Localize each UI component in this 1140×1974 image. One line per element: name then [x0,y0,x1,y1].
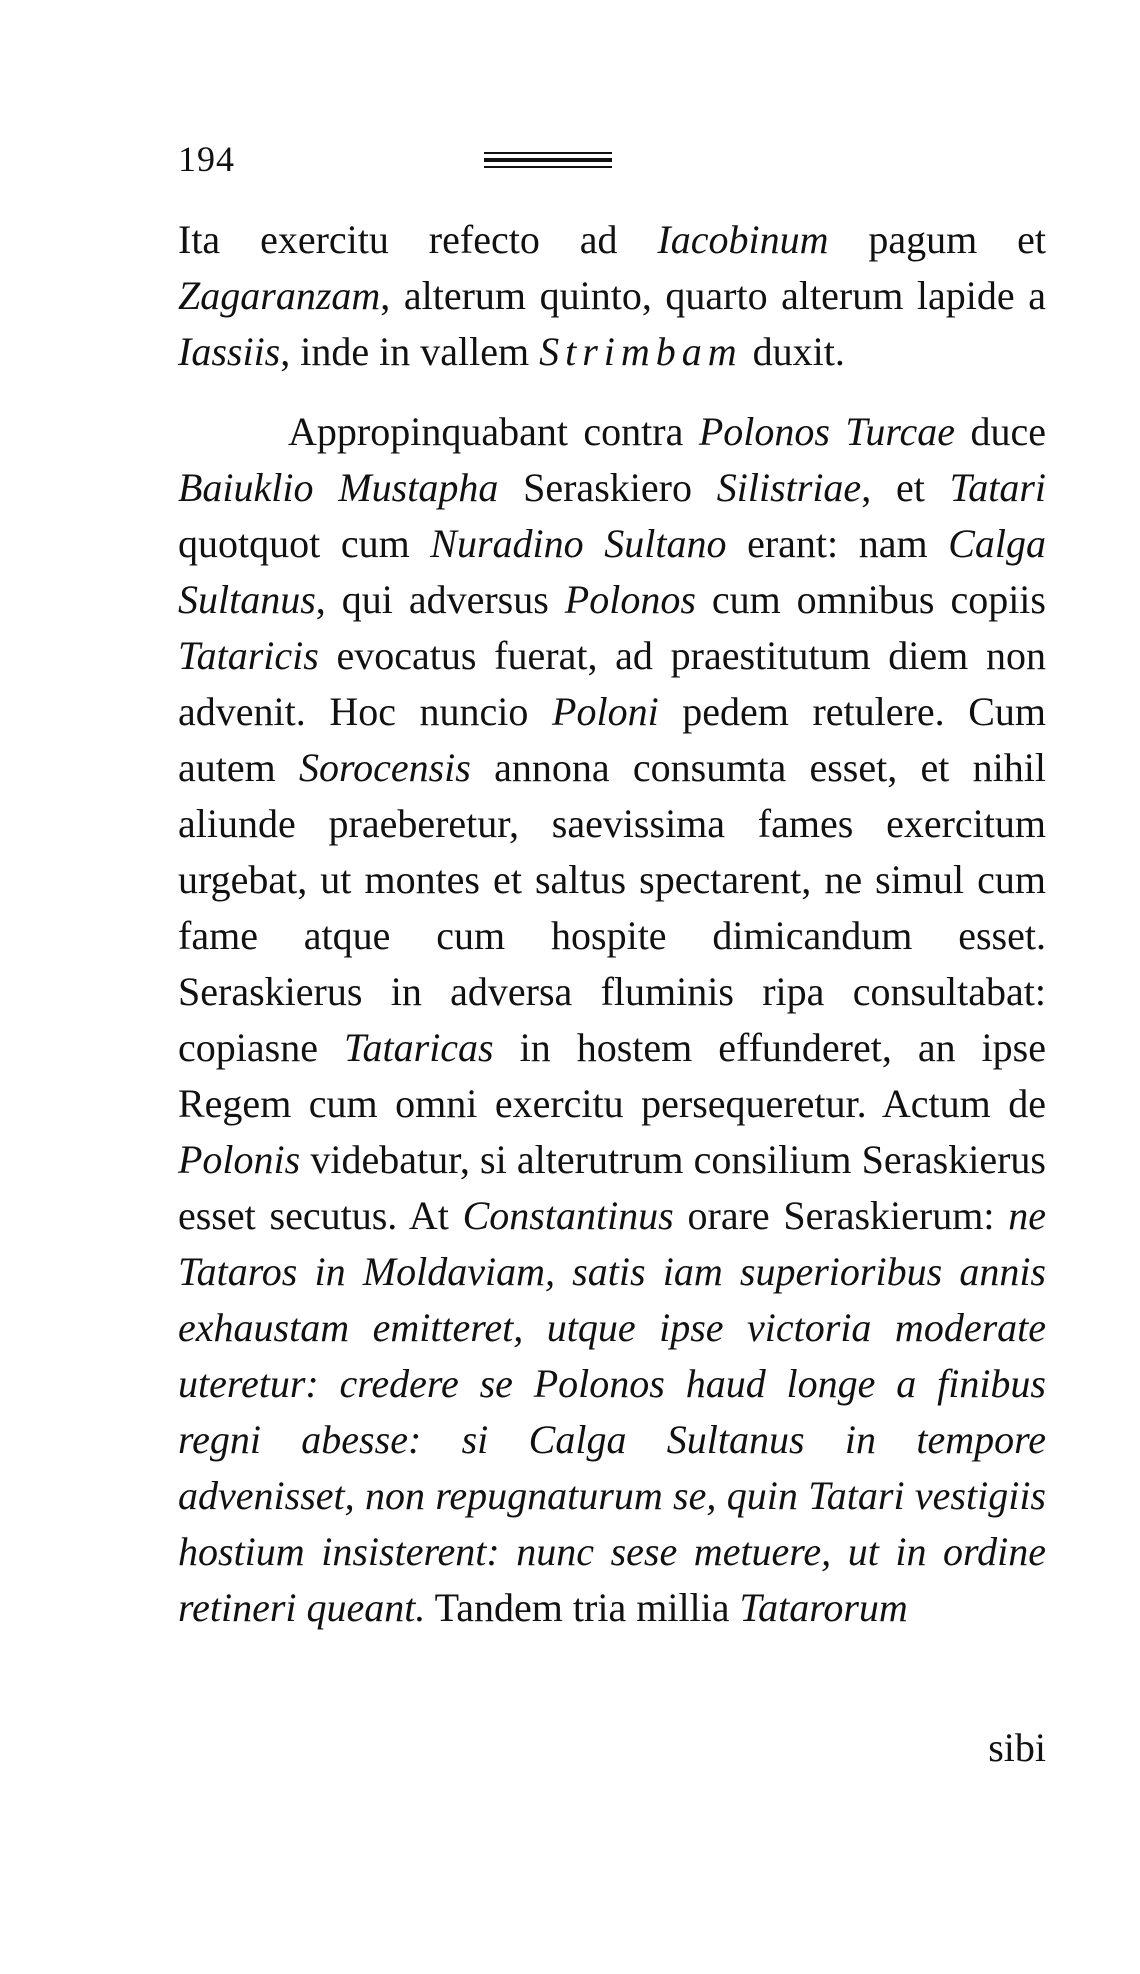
text-segment: Tandem tria millia [425,1585,740,1630]
text-segment: Iacobinum [657,217,829,262]
text-segment: Sorocensis [299,745,471,790]
text-segment: Ita exercitu refecto ad [178,217,658,262]
page-header [178,138,978,188]
text-segment: Iassiis [178,329,281,374]
text-segment: orare Seraskierum: [673,1193,1009,1238]
text-segment: annona consumta esset, et nihil aliunde praeberetur, saevissima fames exercitum urgebat, ut montes et saltus spectarent, ne simul cum fame atque cum hospite dimicandum esset. Seraskierus in adversa fluminis ripa consultabat: copiasne [178,745,1046,1070]
text-segment: Polonos Turcae [698,409,956,454]
text-segment: Polonos [564,577,696,622]
text-segment: , et [861,465,950,510]
text-segment: Tataricis [178,633,319,678]
text-segment: pagum et [828,217,1047,262]
text-segment: erant: nam [726,521,949,566]
catchword: sibi [988,1725,1046,1770]
header-rule [484,152,612,154]
text-segment: Seraskiero [498,465,717,510]
header-rule [484,166,612,168]
text-segment: Nuradino Sultano [430,521,727,566]
text-segment: videbatur, si alterutrum consilium Seraskierus esset secutus. At [178,1137,1046,1238]
text-segment: , alterum quinto, quarto alterum lapide a [380,273,1046,318]
text-segment: , qui adversus [315,577,565,622]
text-segment: ne Tataros in Moldaviam, satis iam superioribus annis exhaustam emitteret, utque ipse victoria moderate uteretur: credere se Polonos haud longe a finibus regni abesse: si Calga Sultanus in tempore advenisset, non repugnaturum se, quin Tatari vestigiis hostium insisterent: nunc sese metuere, ut in ordine retineri queant. [178,1193,1047,1630]
paragraph-1 [178,212,1046,380]
text-segment: Constantinus [462,1193,674,1238]
text-segment: Tatarorum [739,1585,908,1630]
page-number: 194 [178,139,235,179]
text-segment: Baiuklio Mustapha [178,465,499,510]
text-segment: Calga Sultanus [178,521,1047,622]
text-segment: Silistriae [716,465,862,510]
text-segment: evocatus fuerat, ad praestitutum diem non advenit. Hoc nuncio [178,633,1046,734]
text-segment: duce [955,409,1046,454]
text-segment: pedem retulere. Cum autem [178,689,1046,790]
text-segment: quotquot cum [178,521,431,566]
text-segment: duxit. [742,329,845,374]
text-segment: Strimbam [539,329,743,374]
paragraph-2 [178,404,1046,1636]
text-segment: Appropinquabant contra [288,409,699,454]
text-segment: Tatari [949,465,1047,510]
text-segment: , inde in vallem [280,329,540,374]
header-rule [484,158,612,162]
text-segment: Zagaranzam [178,273,381,318]
text-segment: Poloni [552,689,659,734]
text-segment: in hostem effunderet, an ipse Regem cum omni exercitu persequeretur. Actum de [178,1025,1046,1126]
text-segment: Tataricas [343,1025,494,1070]
text-segment: Polonis [178,1137,301,1182]
text-segment: cum omnibus copiis [695,577,1046,622]
body-text [178,212,1046,1636]
